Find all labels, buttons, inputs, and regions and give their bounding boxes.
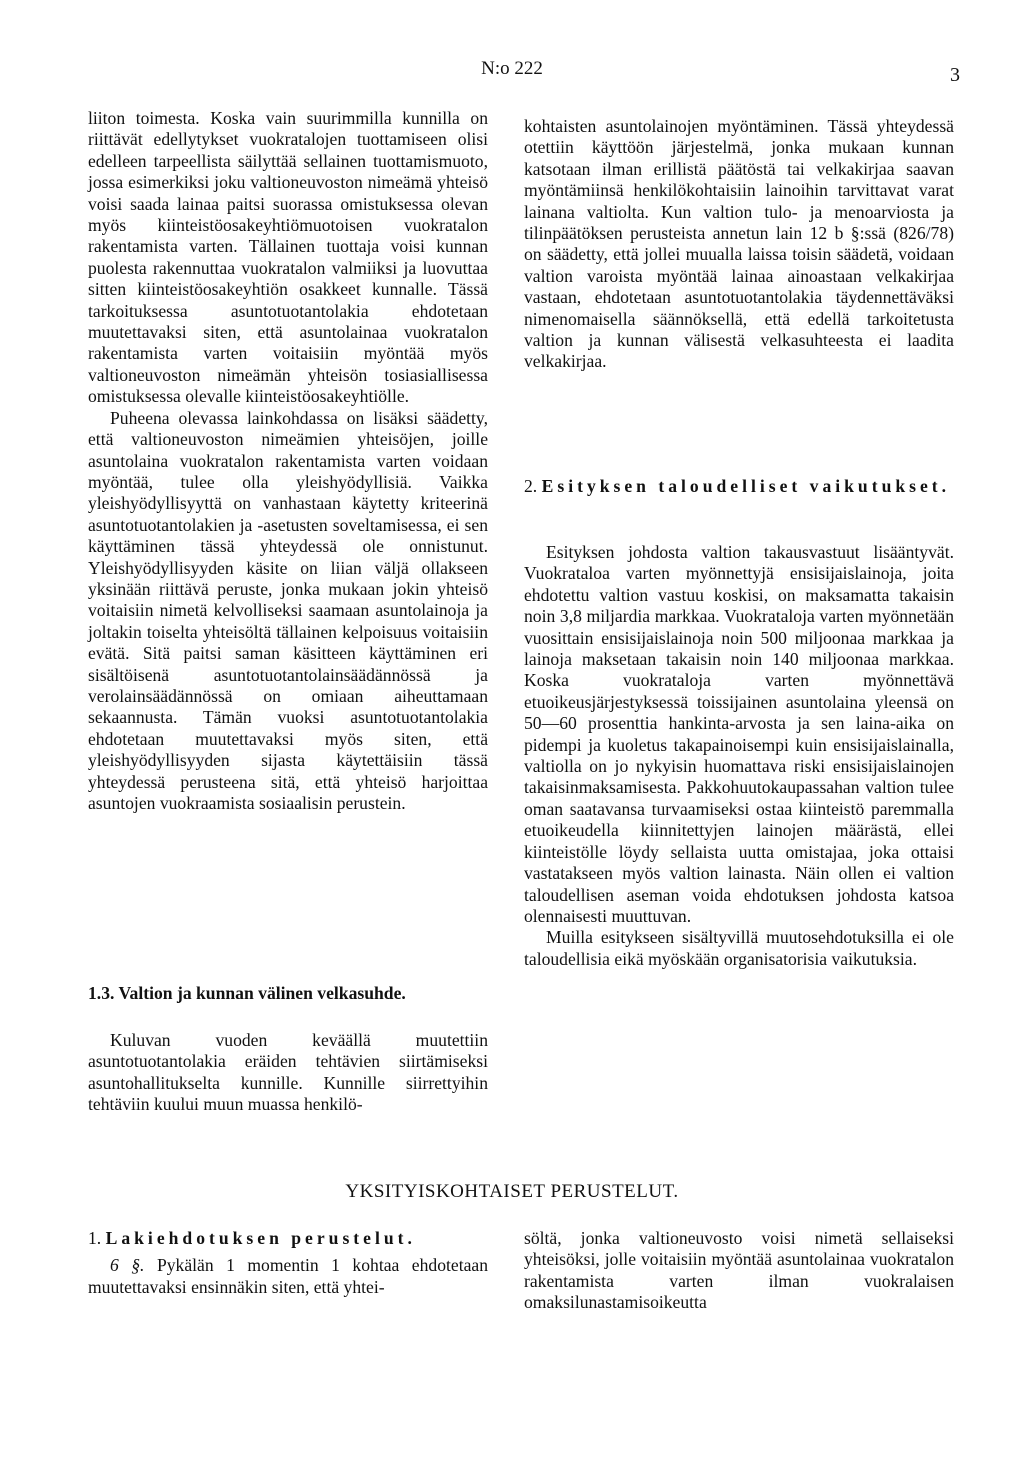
left-section-heading-block bbox=[88, 983, 488, 1004]
document-number: N:o 222 bbox=[481, 58, 543, 79]
right-section-heading-block bbox=[524, 476, 954, 497]
section-label-6: 6 §. bbox=[110, 1255, 145, 1276]
paragraph-6-section bbox=[88, 1255, 488, 1298]
subsection-heading-1-number: 1. bbox=[88, 1228, 102, 1248]
right-column bbox=[524, 116, 954, 373]
main-title: YKSITYISKOHTAISET PERUSTELUT. bbox=[345, 1181, 679, 1202]
left-paragraph-2: Puheena olevassa lainkohdassa on lisäksi säädetty, että valtioneuvoston nimeämien yhteisöjen, joille asuntolaina vuokratalon rakentamista varten voidaan myöntää, tulee olla yleishyödyllisiä. Vaikka yleishyödyllisyyttä on vanhastaan käytetty kriteerinä asuntotuotantolakien ja -asetusten soveltamisessa, ei sen käyttäminen tässä yhteydessä ole onnistunut. Yleishyödyllisyyden käsite on liian väljä ollakseen yksinään riittävä peruste, jonka mukaan jokin yhteisö voitaisiin nimetä kelvolliseksi saamaan asuntolainoja ja joltakin toiselta yhteisöltä tällainen kelpoisuus voitaisiin evätä. Sitä paitsi saman käsitteen käyttäminen eri sisältöisenä asuntotuotantolainsäädännössä ja verolainsäädännössä on omiaan aiheuttamaan sekaannusta. Tämän vuoksi asuntotuotantolakia ehdotetaan muutettavaksi myös siten, että yleishyödyllisyyden sijasta käytettäisiin tässä yhteydessä perusteena sitä, että yhteisö harjoittaa asuntojen vuokraamista sosiaalisin perustein. bbox=[88, 407, 488, 813]
section-6-text: Pykälän 1 momentin 1 kohtaa ehdotetaan muutettavaksi ensinnäkin siten, että yhtei- bbox=[88, 1255, 488, 1297]
page-number: 3 bbox=[950, 64, 960, 86]
bottom-right-block bbox=[524, 1228, 954, 1314]
subsection-heading-1 bbox=[88, 1228, 488, 1249]
bottom-left-block bbox=[88, 1228, 488, 1298]
left-column-lower bbox=[88, 1030, 488, 1116]
right-column-lower bbox=[524, 542, 954, 970]
section-heading-2 bbox=[524, 476, 954, 497]
right-paragraph-2: Esityksen johdosta valtion takausvastuut lisääntyvät. Vuokrataloa varten myönnettyjä ensisijaislainoja, joita ehdotettu valtion vastuu koskisi, on maksamatta takaisin noin 3,8 miljardia markkaa. Vuokrataloja varten myönnetään vuosittain ensisijaislainoja noin 500 miljoonaa markkaa ja lainoja maksetaan takaisin noin 140 miljoonaa markkaa. Koska vuokrataloja varten myönnettävä etuoikeusjärjestyksessä toissijainen asuntolaina yleensä on 50—60 prosenttia hankinta-arvosta ja sen laina-aika on pidempi ja kuoletus takapainoisempi kuin ensisijaislainalla, valtiolla on jo nykyisin huomattava riski ensisijaislainojen takaisinmaksamisesta. Pakkohuutokaupassahan valtion tulee oman saatavansa turvaamiseksi ostaa kiinteistö paremmalla etuoikeudella kiinnitettyjen lainojen määrästä, ellei kiinteistölle löydy sellaista uutta omistajaa, joka ottaisi vastatakseen myös valtion lainasta. Näin ollen ei valtion taloudellisen aseman voida ehdotuksen johdosta katsoa olennaisesti muuttuvan. bbox=[524, 542, 954, 926]
left-paragraph-3: Kuluvan vuoden keväällä muutettiin asuntotuotantolakia eräiden tehtävien siirtämiseksi asuntohallitukselta kunnille. Kunnille siirrettyihin tehtäviin kuului muun muassa henkilö- bbox=[88, 1030, 488, 1115]
section-heading-2-text: Esityksen taloudelliset vaikutukset. bbox=[541, 476, 951, 496]
right-paragraph-1: kohtaisten asuntolainojen myöntäminen. Tässä yhteydessä otettiin käyttöön järjestelmä, jonka mukaan kunnan katsotaan ilman erillistä päätöstä tai velkakirjaa saavan myöntämiinsä henkilökohtaisiin lainoihin tarvittavat varat lainana valtiolta. Kun valtion tulo- ja menoarviosta ja tilinpäätöksen perusteista annetun lain 12 b §:ssä (826/78) on säädetty, että jollei muualla laissa toisin säädetä, voidaan valtion varoista myöntää lainaa ainoastaan velkakirjaa vastaan, ehdotetaan asuntotuotantolakia täydennettäväksi nimenomaisella säännöksellä, että edellä tarkoitetusta valtion ja kunnan välisestä velkasuhteesta ei laadita velkakirjaa. bbox=[524, 116, 954, 372]
subsection-heading-1-text: Lakiehdotuksen perustelut. bbox=[105, 1228, 416, 1248]
bottom-right-paragraph: söltä, jonka valtioneuvosto voisi nimetä sellaiseksi yhteisöksi, jolle voitaisiin myöntää asuntolainaa vuokratalon rakentamista varten ilman vuokralaisen omaksilunastamisoikeutta bbox=[524, 1228, 954, 1313]
right-paragraph-3: Muilla esitykseen sisältyvillä muutosehdotuksilla ei ole taloudellisia eikä myöskään organisatorisia vaikutuksia. bbox=[524, 927, 954, 969]
section-heading-1-3: 1.3. Valtion ja kunnan välinen velkasuhde. bbox=[88, 983, 406, 1003]
left-column bbox=[88, 108, 488, 814]
section-heading-2-number: 2. bbox=[524, 476, 538, 496]
left-paragraph-1: liiton toimesta. Koska vain suurimmilla kunnilla on riittävät edellytykset vuokratalojen tuottamiseen olisi edelleen tarpeellista säilyttää sellainen tuottamismuoto, jossa esimerkiksi joku valtioneuvoston nimeämä yhteisö voisi saada lainaa paitsi suorassa omistuksessa olevan myös kiinteistöosakeyhtiömuotoisen vuokratalon rakentamista varten. Tällainen tuottaja voisi kunnan puolesta rakennuttaa vuokratalon valmiiksi ja luovuttaa sitten kiinteistöosakeyhtiön osakkeet kunnalle. Tässä tarkoituksessa asuntotuotantolakia ehdotetaan muutettavaksi siten, että asuntolainaa vuokratalon rakentamista varten voitaisiin myöntää myös valtioneuvoston nimeämän yhteisön tosiasiallisessa omistuksessa olevalle kiinteistöosakeyhtiölle. bbox=[88, 108, 488, 407]
